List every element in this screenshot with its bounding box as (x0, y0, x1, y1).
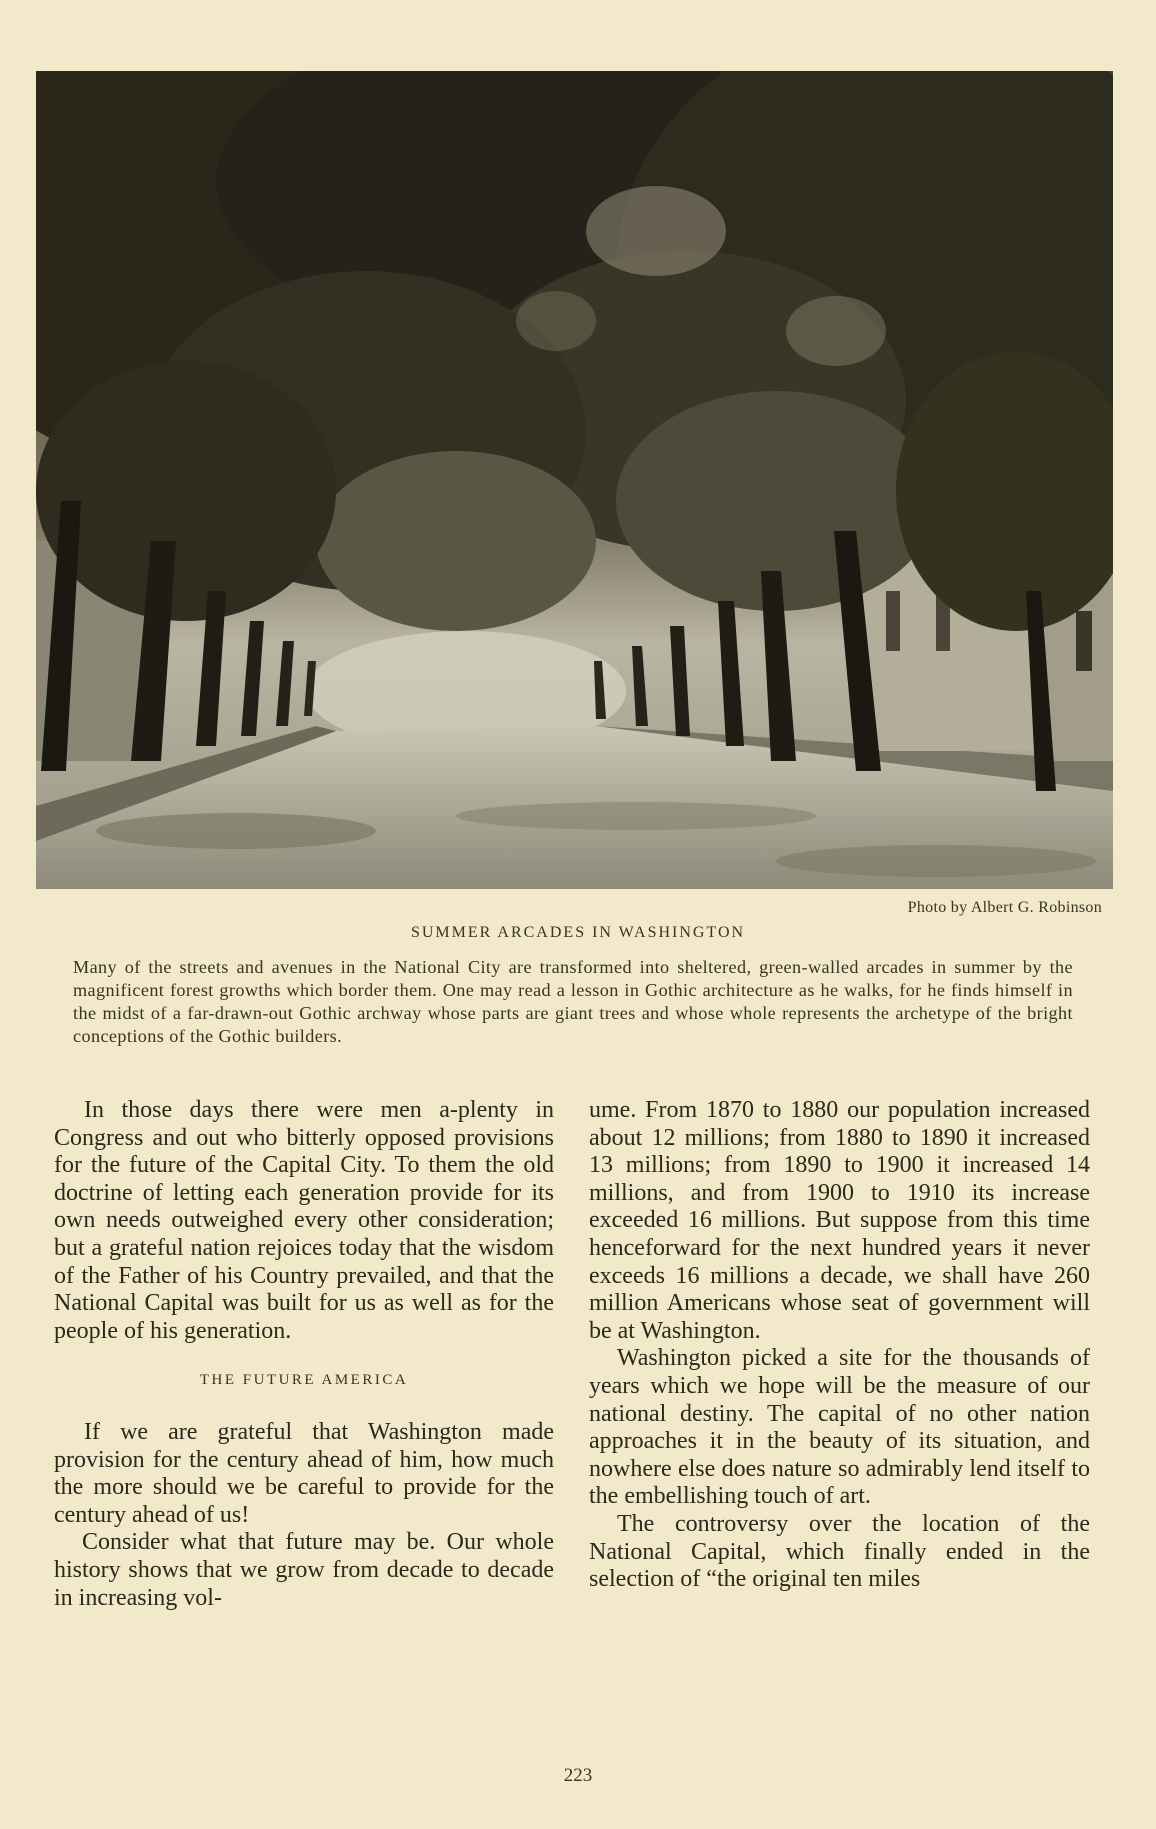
left-column (54, 1097, 554, 1612)
tree-lined-street-image (36, 71, 1113, 889)
left-paragraph-2: If we are grateful that Washington made provision for the century ahead of him, how much the more should we be careful to provide for the century ahead of us! (54, 1418, 554, 1528)
street-photograph (36, 71, 1113, 889)
right-paragraph-3: The controversy over the location of the National Capital, which finally ended in the selection of “the original ten miles (589, 1510, 1090, 1593)
left-paragraph-1: In those days there were men a-plenty in Congress and out who bitterly opposed provisions for the future of the Capital City. To them the old doctrine of letting each generation provide for its own needs outweighed every other consideration; but a grateful nation rejoices today that the wisdom of the Father of his Country prevailed, and that the National Capital was built for us as well as for the people of his generation. (54, 1097, 554, 1344)
section-subhead: THE FUTURE AMERICA (199, 1372, 409, 1389)
photo-caption: Many of the streets and avenues in the National City are transformed into sheltered, green-walled arcades in summer by the magnificent forest growths which border them. One may read a lesson in Gothic architecture as he walks, for he finds himself in the midst of a far-drawn-out Gothic archway whose parts are giant trees and whose whole represents the archetype of the bright conceptions of the Gothic builders. (73, 957, 1073, 1046)
photo-credit: Photo by Albert G. Robinson (907, 899, 1102, 916)
page-number: 223 (563, 1765, 593, 1786)
right-paragraph-2: Washington picked a site for the thousands of years which we hope will be the measure of our national destiny. The capital of no other nation approaches it in the beauty of its situation, and nowhere else does nature so admirably lend itself to the embellishing touch of art. (589, 1345, 1090, 1510)
photo-title: SUMMER ARCADES IN WASHINGTON (410, 924, 746, 941)
right-column (589, 1097, 1090, 1594)
left-paragraph-3: Consider what that future may be. Our whole history shows that we grow from decade to decade in increasing vol- (54, 1529, 554, 1611)
right-paragraph-1: ume. From 1870 to 1880 our population increased about 12 millions; from 1880 to 1890 it increased 13 millions; from 1890 to 1900 it increased 14 millions, and from 1900 to 1910 its increase exceeded 16 millions. But suppose from this time henceforward for the next hundred years it never exceeds 16 millions a decade, we shall have 260 million Americans whose seat of government will be at Washington. (589, 1097, 1090, 1344)
